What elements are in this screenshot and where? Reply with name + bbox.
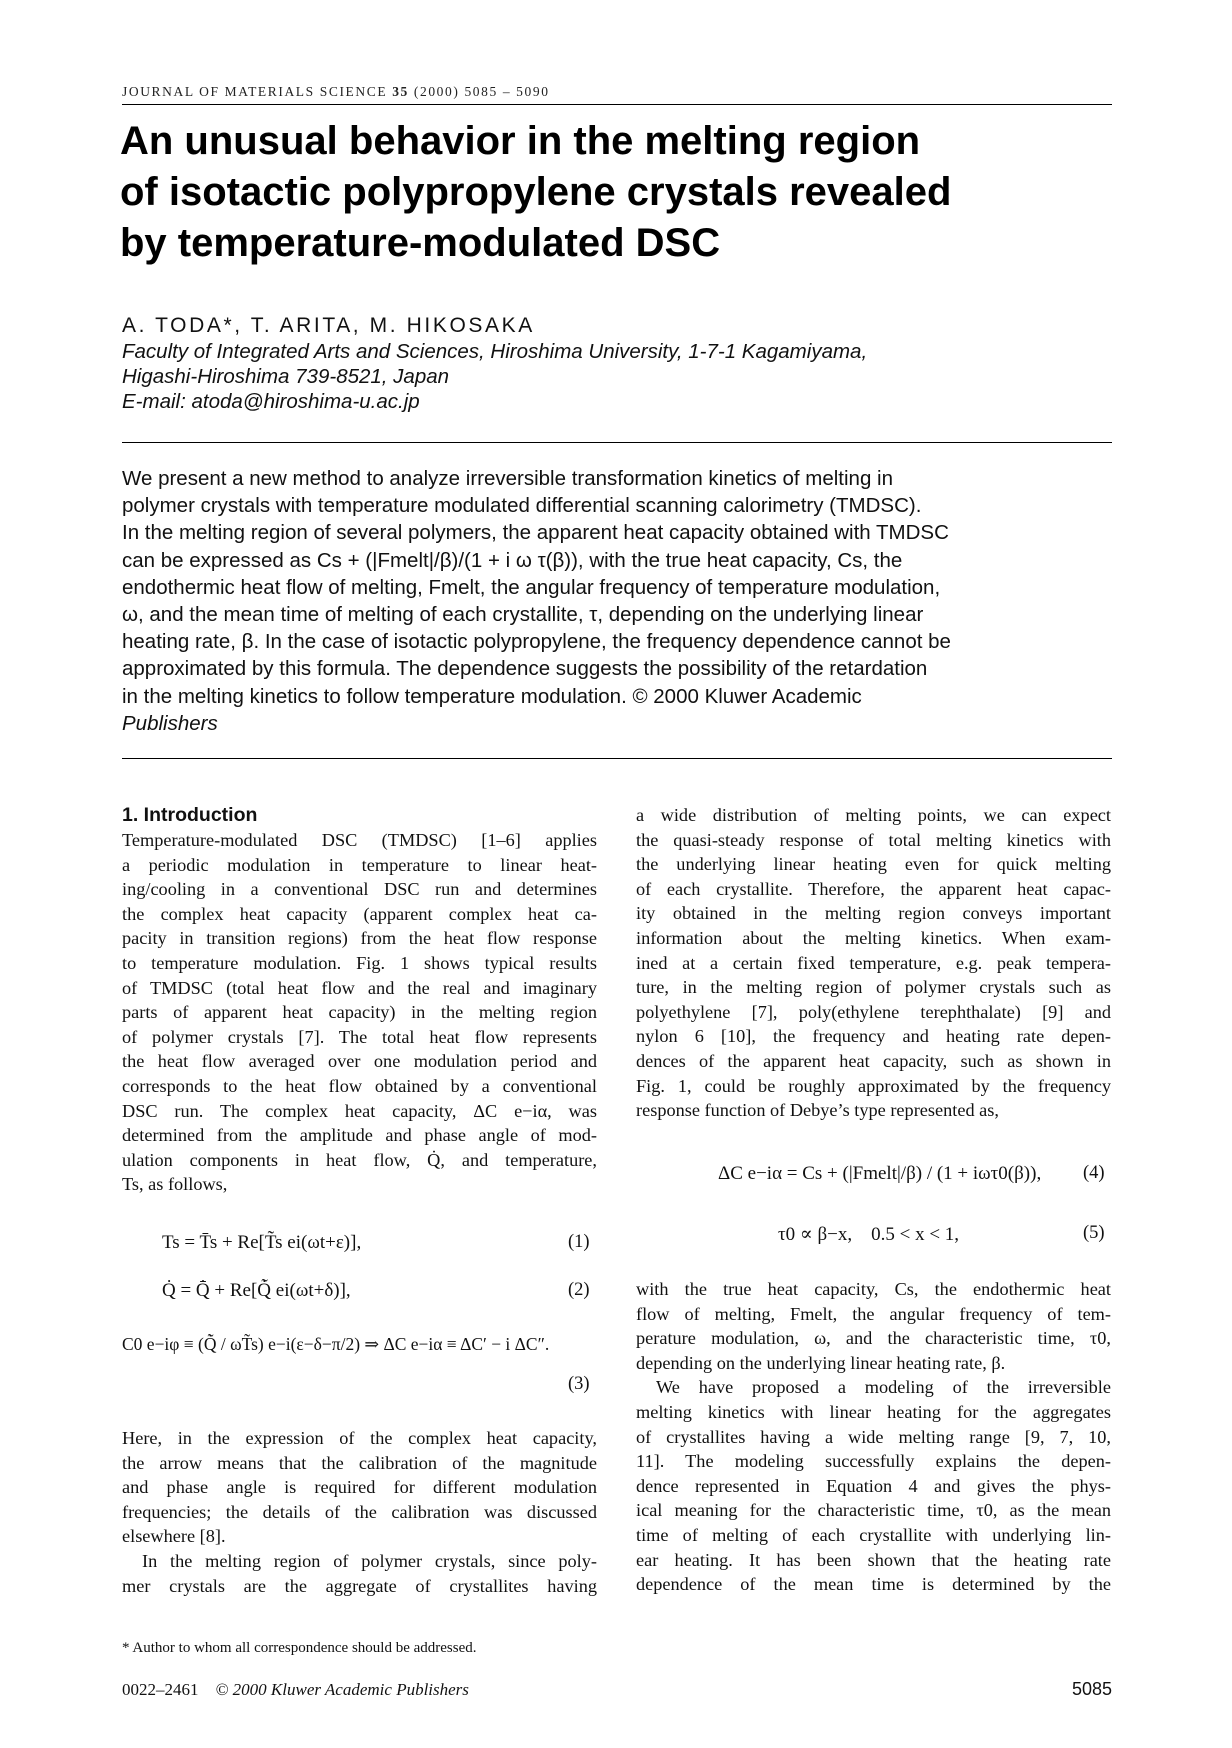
author-list: A. TODA*, T. ARITA, M. HIKOSAKA (122, 314, 535, 337)
abstract-line: polymer crystals with temperature modulated differential scanning calorimetry (TMDSC). (122, 494, 922, 518)
equation-2: Q̇ = Q̄̇ + Re[Q̃̇ ei(ωt+δ)], (162, 1280, 351, 1301)
text-line: with the true heat capacity, Cs, the endothermic heat (636, 1279, 1111, 1299)
text-line: frequencies; the details of the calibration was discussed (122, 1501, 597, 1522)
text-line: a wide distribution of melting points, we can expect (636, 805, 1111, 825)
abstract-line: can be expressed as Cs + (|Fmelt|/β)/(1 + i ω τ(β)), with the true heat capacity, Cs, the (122, 548, 903, 572)
abstract (122, 465, 1112, 737)
abstract-line: ω, and the mean time of melting of each crystallite, τ, depending on the underlying linear (122, 603, 924, 627)
title-line: An unusual behavior in the melting region (120, 119, 921, 163)
text-line: to temperature modulation. Fig. 1 shows typical results (122, 952, 597, 973)
text-line: polyethylene [7], poly(ethylene terephthalate) [9] and (636, 1001, 1111, 1022)
text-line: melting kinetics with linear heating for the aggregates (636, 1401, 1111, 1422)
abstract-rule-top (122, 442, 1112, 443)
section-heading: 1. Introduction (122, 804, 258, 826)
abstract-rule-bottom (122, 758, 1112, 759)
text-line: We have proposed a modeling of the irreversible (656, 1377, 1111, 1398)
text-line: the underlying linear heating even for quick melting (636, 854, 1111, 875)
abstract-line: in the melting kinetics to follow temperature modulation. © 2000 Kluwer Academic (122, 684, 862, 708)
text-line: DSC run. The complex heat capacity, ΔC e−iα, was (122, 1100, 597, 1121)
text-line: ture, in the melting region of polymer crystals such as (636, 977, 1111, 998)
text-line: mer crystals are the aggregate of crystallites having (122, 1575, 597, 1596)
text-line: of polymer crystals [7]. The total heat flow represents (122, 1026, 597, 1047)
text-line: pacity in transition regions) from the heat flow response (122, 928, 597, 949)
text-line: time of melting of each crystallite with underlying lin- (636, 1524, 1111, 1545)
text-line: the complex heat capacity (apparent complex heat ca- (122, 903, 597, 924)
text-line: nylon 6 [10], the frequency and heating rate depen- (636, 1026, 1111, 1047)
email-line: E-mail: atoda@hiroshima-u.ac.jp (122, 390, 420, 413)
issn-copyright (122, 1680, 469, 1700)
text-line: determined from the amplitude and phase angle of mod- (122, 1125, 597, 1146)
text-line: Ts, as follows, (122, 1174, 228, 1195)
text-line: depending on the underlying linear heating rate, β. (636, 1352, 1006, 1373)
text-line: Fig. 1, could be roughly approximated by the frequency (636, 1075, 1111, 1096)
equation-1-number: (1) (568, 1232, 590, 1252)
text-line: response function of Debye’s type represented as, (636, 1100, 999, 1121)
text-line: Here, in the expression of the complex heat capacity, (122, 1428, 597, 1448)
abstract-line: approximated by this formula. The dependence suggests the possibility of the retardation (122, 657, 928, 681)
text-line: the heat flow averaged over one modulation period and (122, 1051, 597, 1072)
equation-5-number: (5) (1083, 1223, 1105, 1243)
affiliation-line: Faculty of Integrated Arts and Sciences, Hiroshima University, 1-7-1 Kagamiyama, (122, 340, 868, 363)
abstract-line: endothermic heat flow of melting, Fmelt, the angular frequency of temperature modulation, (122, 575, 941, 599)
text-line: In the melting region of polymer crystals, since poly- (142, 1550, 597, 1571)
abstract-line: We present a new method to analyze irreversible transformation kinetics of melting in (122, 467, 894, 490)
title-line: of isotactic polypropylene crystals revealed (120, 170, 952, 214)
text-line: 11]. The modeling successfully explains the depen- (636, 1451, 1111, 1472)
text-line: the arrow means that the calibration of the magnitude (122, 1452, 597, 1473)
text-line: a periodic modulation in temperature to linear heat- (122, 854, 597, 875)
text-line: elsewhere [8]. (122, 1526, 226, 1547)
affiliation (122, 339, 1112, 414)
text-line: dence represented in Equation 4 and gives the phys- (636, 1475, 1111, 1496)
right-column (636, 803, 1111, 1123)
equation-1: Ts = T̄s + Re[T̃s ei(ωt+ε)], (162, 1232, 362, 1253)
issn: 0022–2461 (122, 1680, 199, 1699)
abstract-line: In the melting region of several polymers, the apparent heat capacity obtained with TMDSC (122, 521, 949, 545)
text-line: dences of the apparent heat capacity, such as shown in (636, 1050, 1111, 1071)
text-line: dependence of the mean time is determined by the (636, 1574, 1111, 1595)
equation-4: ΔC e−iα = Cs + (|Fmelt|/β) / (1 + iωτ0(β)), (718, 1163, 1042, 1184)
text-line: ulation components in heat flow, Q̇, and temperature, (122, 1149, 597, 1170)
equation-2-number: (2) (568, 1280, 590, 1300)
abstract-line: Publishers (122, 711, 218, 735)
text-line: ical meaning for the characteristic time, τ0, as the mean (636, 1500, 1111, 1521)
right-column-continued (636, 1277, 1111, 1597)
abstract-line: heating rate, β. In the case of isotactic polypropylene, the frequency dependence cannot be (122, 630, 951, 654)
footnote: * Author to whom all correspondence should be addressed. (122, 1640, 477, 1656)
header-rule (122, 104, 1112, 105)
journal-volume: 35 (392, 84, 409, 99)
text-line: information about the melting kinetics. When exam- (636, 927, 1111, 948)
equation-4-number: (4) (1083, 1163, 1105, 1183)
text-line: ear heating. It has been shown that the heating rate (636, 1549, 1111, 1570)
equation-5: τ0 ∝ β−x, 0.5 < x < 1, (778, 1224, 960, 1245)
text-line: of crystallites having a wide melting range [9, 7, 10, (636, 1426, 1111, 1447)
text-line: the quasi-steady response of total melting kinetics with (636, 829, 1111, 850)
text-line: perature modulation, ω, and the characteristic time, τ0, (636, 1328, 1111, 1349)
text-line: parts of apparent heat capacity) in the melting region (122, 1002, 597, 1023)
text-line: ity obtained in the melting region conveys important (636, 903, 1111, 924)
text-line: flow of melting, Fmelt, the angular frequency of tem- (636, 1303, 1111, 1324)
text-line: and phase angle is required for different modulation (122, 1477, 597, 1498)
journal-header (122, 84, 1112, 100)
text-line: of TMDSC (total heat flow and the real and imaginary (122, 977, 597, 998)
equation-3-number: (3) (568, 1374, 590, 1394)
title-line: by temperature-modulated DSC (120, 221, 721, 265)
page-number: 5085 (1071, 1679, 1112, 1699)
text-line: corresponds to the heat flow obtained by a conventional (122, 1075, 597, 1096)
affiliation-line: Higashi-Hiroshima 739-8521, Japan (122, 365, 450, 388)
text-line: ined at a certain fixed temperature, e.g. peak tempera- (636, 952, 1111, 973)
left-column (122, 803, 597, 1197)
journal-name: JOURNAL OF MATERIALS SCIENCE (122, 84, 388, 99)
left-column-continued (122, 1426, 597, 1598)
text-line: ing/cooling in a conventional DSC run and determines (122, 879, 597, 900)
paper-title (120, 116, 1080, 269)
copyright: © 2000 Kluwer Academic Publishers (215, 1680, 469, 1699)
journal-year-pages: (2000) 5085 – 5090 (413, 84, 550, 99)
equation-3: C0 e−iφ ≡ (Q̃̇ / ωT̃s) e−i(ε−δ−π/2) ⇒ ΔC e−iα ≡ ΔC′ − i ΔC″. (122, 1334, 550, 1354)
text-line: Temperature-modulated DSC (TMDSC) [1–6] applies (122, 830, 597, 850)
text-line: of each crystallite. Therefore, the apparent heat capac- (636, 878, 1111, 899)
